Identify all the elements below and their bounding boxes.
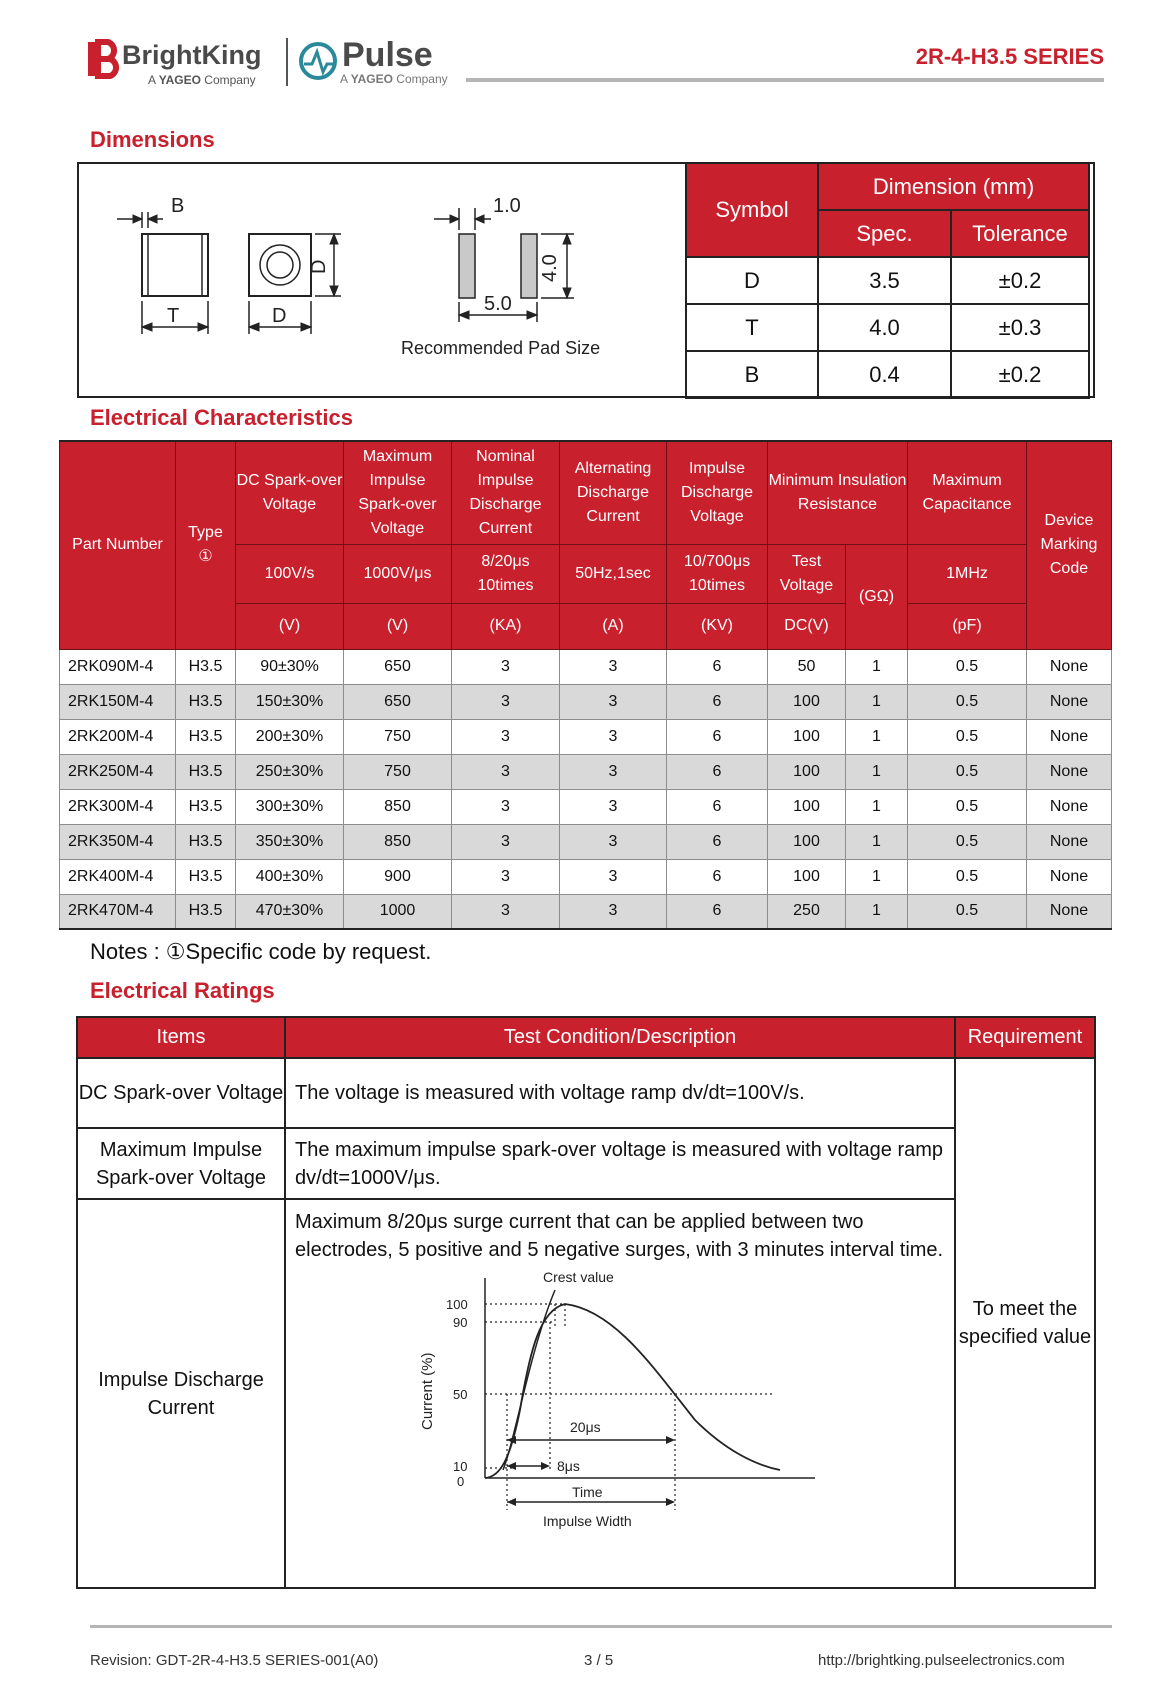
cell-impulse-discharge-voltage: 6: [667, 789, 768, 824]
col-dc-spark: DC Spark-over Voltage: [236, 441, 344, 544]
cell-max-impulse-voltage: 850: [344, 789, 452, 824]
cell-impulse-discharge-voltage: 6: [667, 894, 768, 929]
y-tick-0: 0: [457, 1474, 465, 1489]
pad-height-label: 4.0: [539, 254, 561, 282]
electrical-ratings-heading: Electrical Ratings: [90, 978, 275, 1003]
rating-description: The maximum impulse spark-over voltage is measured with voltage ramp dv/dt=1000V/μs.: [285, 1128, 955, 1199]
dim-symbol: B: [686, 351, 818, 398]
dim-spec: 3.5: [818, 257, 951, 304]
cell-test-voltage: 100: [768, 754, 846, 789]
col-type: [176, 441, 236, 649]
cell-part-number: 2RK400M-4: [60, 859, 176, 894]
cell-type: H3.5: [176, 649, 236, 684]
cell-insulation-resistance: 1: [846, 824, 908, 859]
rating-row: [77, 1128, 1095, 1199]
pad-gap-label: 1.0: [493, 195, 521, 217]
col-max-capacitance: Maximum Capacitance: [908, 441, 1027, 544]
cell-test-voltage: 100: [768, 684, 846, 719]
cell-nominal-current: 3: [452, 824, 560, 859]
col-alternating: Alternating Discharge Current: [560, 441, 667, 544]
dim-spec: 0.4: [818, 351, 951, 398]
dimension-drawing: [79, 164, 684, 396]
cell-alternating-current: 3: [560, 824, 667, 859]
cond-cap: 1MHz: [908, 544, 1027, 603]
col-min-insulation: Minimum Insulation Resistance: [768, 441, 908, 544]
cell-test-voltage: 100: [768, 824, 846, 859]
cell-type: H3.5: [176, 894, 236, 929]
cell-type: H3.5: [176, 789, 236, 824]
col-nominal-impulse: Nominal Impulse Discharge Current: [452, 441, 560, 544]
end-view: [249, 234, 341, 334]
symbol-header: Symbol: [686, 163, 818, 257]
dim-tolerance: ±0.2: [951, 351, 1089, 398]
cell-marking-code: None: [1027, 684, 1112, 719]
cell-dc-spark-voltage: 300±30%: [236, 789, 344, 824]
rating-row: [77, 1199, 1095, 1588]
cell-capacitance: 0.5: [908, 684, 1027, 719]
table-row: [60, 894, 1112, 929]
y-tick-100: 100: [446, 1297, 468, 1312]
cell-part-number: 2RK350M-4: [60, 824, 176, 859]
cell-test-voltage: 100: [768, 719, 846, 754]
cell-nominal-current: 3: [452, 719, 560, 754]
cond-test-voltage: Test Voltage: [768, 544, 846, 603]
cell-impulse-discharge-voltage: 6: [667, 649, 768, 684]
header-test-condition: Test Condition/Description: [285, 1017, 955, 1058]
cell-marking-code: None: [1027, 894, 1112, 929]
cell-marking-code: None: [1027, 649, 1112, 684]
cell-nominal-current: 3: [452, 754, 560, 789]
table-row: [60, 649, 1112, 684]
col-impulse-discharge: Impulse Discharge Voltage: [667, 441, 768, 544]
dim-spec: 4.0: [818, 304, 951, 351]
table-row: [60, 789, 1112, 824]
cell-part-number: 2RK090M-4: [60, 649, 176, 684]
impulse-waveform-diagram: [415, 1270, 835, 1540]
header-requirement: Requirement: [955, 1017, 1095, 1058]
cell-nominal-current: 3: [452, 684, 560, 719]
rating-requirement: To meet the specified value: [955, 1058, 1095, 1588]
waveform-curve: [485, 1304, 780, 1478]
rating-description: Maximum 8/20μs surge current that can be applied between two electrodes, 5 positive and 5 negative surges, with 3 minutes interval time.: [295, 1211, 944, 1261]
cell-dc-spark-voltage: 200±30%: [236, 719, 344, 754]
cell-alternating-current: 3: [560, 859, 667, 894]
cell-capacitance: 0.5: [908, 824, 1027, 859]
cell-alternating-current: 3: [560, 719, 667, 754]
y-tick-10: 10: [453, 1459, 468, 1474]
cell-marking-code: None: [1027, 719, 1112, 754]
cell-test-voltage: 250: [768, 894, 846, 929]
unit-insulation: (GΩ): [846, 544, 908, 649]
cell-marking-code: None: [1027, 824, 1112, 859]
y-tick-50: 50: [453, 1387, 468, 1402]
cell-insulation-resistance: 1: [846, 894, 908, 929]
cell-type: H3.5: [176, 824, 236, 859]
cell-capacitance: 0.5: [908, 789, 1027, 824]
dimension-header: Dimension (mm): [818, 163, 1089, 210]
dimension-row: [686, 304, 1089, 351]
unit-test-voltage: DC(V): [768, 603, 846, 649]
col-part-number: Part Number: [60, 441, 176, 649]
col-max-impulse: Maximum Impulse Spark-over Voltage: [344, 441, 452, 544]
header-items: Items: [77, 1017, 285, 1058]
dimension-table: [685, 162, 1090, 399]
cell-nominal-current: 3: [452, 649, 560, 684]
label-20us: 20μs: [570, 1419, 601, 1435]
label-8us: 8μs: [557, 1458, 580, 1474]
cell-capacitance: 0.5: [908, 894, 1027, 929]
svg-text:Pulse: Pulse: [342, 36, 433, 74]
electrical-characteristics-table: [59, 440, 1112, 930]
table-row: [60, 684, 1112, 719]
cell-test-voltage: 50: [768, 649, 846, 684]
pad-caption: Recommended Pad Size: [401, 338, 601, 358]
dim-label-d-side: D: [308, 259, 330, 274]
cell-type: H3.5: [176, 754, 236, 789]
dimension-row: [686, 257, 1089, 304]
table-row: [60, 754, 1112, 789]
rating-item: Impulse Discharge Current: [77, 1199, 285, 1588]
pulse-logo: [298, 34, 468, 90]
cell-max-impulse-voltage: 850: [344, 824, 452, 859]
logo-separator: [286, 38, 288, 86]
cell-max-impulse-voltage: 900: [344, 859, 452, 894]
col-type-note: ①: [198, 548, 213, 566]
spec-header: Spec.: [818, 210, 951, 257]
cell-alternating-current: 3: [560, 684, 667, 719]
unit-dc: (V): [236, 603, 344, 649]
electrical-characteristics-heading: Electrical Characteristics: [90, 405, 353, 430]
cell-part-number: 2RK150M-4: [60, 684, 176, 719]
cell-dc-spark-voltage: 470±30%: [236, 894, 344, 929]
cell-capacitance: 0.5: [908, 859, 1027, 894]
cell-impulse-discharge-voltage: 6: [667, 719, 768, 754]
cell-part-number: 2RK470M-4: [60, 894, 176, 929]
cell-test-voltage: 100: [768, 859, 846, 894]
cell-dc-spark-voltage: 90±30%: [236, 649, 344, 684]
cell-max-impulse-voltage: 1000: [344, 894, 452, 929]
y-axis-label: Current (%): [419, 1352, 436, 1430]
dim-label-d-bottom: D: [272, 305, 287, 327]
cell-max-impulse-voltage: 650: [344, 684, 452, 719]
cell-marking-code: None: [1027, 859, 1112, 894]
rating-description: The voltage is measured with voltage ramp dv/dt=100V/s.: [285, 1058, 955, 1128]
cell-dc-spark-voltage: 400±30%: [236, 859, 344, 894]
electrical-characteristics-body: [60, 649, 1112, 929]
dimensions-heading: Dimensions: [90, 127, 215, 152]
col-type-label: Type: [188, 524, 223, 542]
cell-insulation-resistance: 1: [846, 859, 908, 894]
table-row: [60, 719, 1112, 754]
cell-insulation-resistance: 1: [846, 719, 908, 754]
rating-item: DC Spark-over Voltage: [77, 1058, 285, 1128]
cell-alternating-current: 3: [560, 789, 667, 824]
guide-lines: [485, 1304, 775, 1510]
electrical-ratings-table: [76, 1016, 1096, 1589]
rating-description-cell: [285, 1199, 955, 1588]
cell-max-impulse-voltage: 650: [344, 649, 452, 684]
series-title: 2R-4-H3.5 SERIES: [915, 44, 1104, 69]
time-label: Time: [572, 1484, 603, 1500]
table-row: [60, 824, 1112, 859]
cell-part-number: 2RK200M-4: [60, 719, 176, 754]
cell-max-impulse-voltage: 750: [344, 754, 452, 789]
cell-type: H3.5: [176, 859, 236, 894]
cell-alternating-current: 3: [560, 649, 667, 684]
cell-impulse-discharge-voltage: 6: [667, 754, 768, 789]
svg-text:A YAGEO Company: A YAGEO Company: [148, 73, 256, 87]
cell-dc-spark-voltage: 250±30%: [236, 754, 344, 789]
col-device-marking: Device Marking Code: [1027, 441, 1112, 649]
impulse-width-label: Impulse Width: [543, 1513, 632, 1529]
page-header: [88, 30, 1104, 90]
cell-marking-code: None: [1027, 754, 1112, 789]
svg-text:A YAGEO Company: A YAGEO Company: [340, 72, 448, 86]
footer-url: http://brightking.pulseelectronics.com: [818, 1652, 1065, 1669]
cell-impulse-discharge-voltage: 6: [667, 859, 768, 894]
cond-dc: 100V/s: [236, 544, 344, 603]
footer-page: 3 / 5: [584, 1652, 614, 1669]
cell-part-number: 2RK300M-4: [60, 789, 176, 824]
cond-impulse-disch: 10/700μs 10times: [667, 544, 768, 603]
table-row: [60, 859, 1112, 894]
cell-nominal-current: 3: [452, 894, 560, 929]
cell-insulation-resistance: 1: [846, 789, 908, 824]
cell-dc-spark-voltage: 350±30%: [236, 824, 344, 859]
dim-label-t: T: [167, 305, 180, 327]
cond-alt: 50Hz,1sec: [560, 544, 667, 603]
dim-symbol: D: [686, 257, 818, 304]
cell-insulation-resistance: 1: [846, 754, 908, 789]
cond-nominal: 8/20μs 10times: [452, 544, 560, 603]
cell-nominal-current: 3: [452, 859, 560, 894]
crest-label: Crest value: [543, 1270, 614, 1285]
unit-impulse: (V): [344, 603, 452, 649]
cell-max-impulse-voltage: 750: [344, 719, 452, 754]
cell-test-voltage: 100: [768, 789, 846, 824]
cell-capacitance: 0.5: [908, 719, 1027, 754]
unit-nominal: (KA): [452, 603, 560, 649]
cell-dc-spark-voltage: 150±30%: [236, 684, 344, 719]
unit-impulse-disch: (KV): [667, 603, 768, 649]
unit-alt: (A): [560, 603, 667, 649]
y-tick-90: 90: [453, 1315, 468, 1330]
dim-tolerance: ±0.3: [951, 304, 1089, 351]
cond-impulse: 1000V/μs: [344, 544, 452, 603]
footer-revision: Revision: GDT-2R-4-H3.5 SERIES-001(A0): [90, 1652, 379, 1669]
dim-label-b: B: [171, 195, 185, 217]
cell-impulse-discharge-voltage: 6: [667, 684, 768, 719]
dimension-row: [686, 351, 1089, 398]
dim-tolerance: ±0.2: [951, 257, 1089, 304]
tolerance-header: Tolerance: [951, 210, 1089, 257]
cell-alternating-current: 3: [560, 754, 667, 789]
cell-impulse-discharge-voltage: 6: [667, 824, 768, 859]
header-rule: [466, 78, 1104, 82]
dimensions-box: [77, 162, 1095, 398]
unit-cap: (pF): [908, 603, 1027, 649]
cell-insulation-resistance: 1: [846, 684, 908, 719]
cell-capacitance: 0.5: [908, 754, 1027, 789]
notes: Notes : ①Specific code by request.: [90, 939, 432, 964]
rating-item: Maximum Impulse Spark-over Voltage: [77, 1128, 285, 1199]
svg-text:BrightKing: BrightKing: [122, 40, 262, 70]
rating-row: [77, 1058, 1095, 1128]
footer-rule: [90, 1625, 1112, 1628]
side-view: [117, 212, 208, 334]
pad-span-label: 5.0: [484, 293, 512, 315]
cell-type: H3.5: [176, 719, 236, 754]
cell-part-number: 2RK250M-4: [60, 754, 176, 789]
cell-alternating-current: 3: [560, 894, 667, 929]
cell-type: H3.5: [176, 684, 236, 719]
cell-marking-code: None: [1027, 789, 1112, 824]
cell-nominal-current: 3: [452, 789, 560, 824]
dim-symbol: T: [686, 304, 818, 351]
brightking-logo: [88, 36, 278, 90]
cell-capacitance: 0.5: [908, 649, 1027, 684]
cell-insulation-resistance: 1: [846, 649, 908, 684]
